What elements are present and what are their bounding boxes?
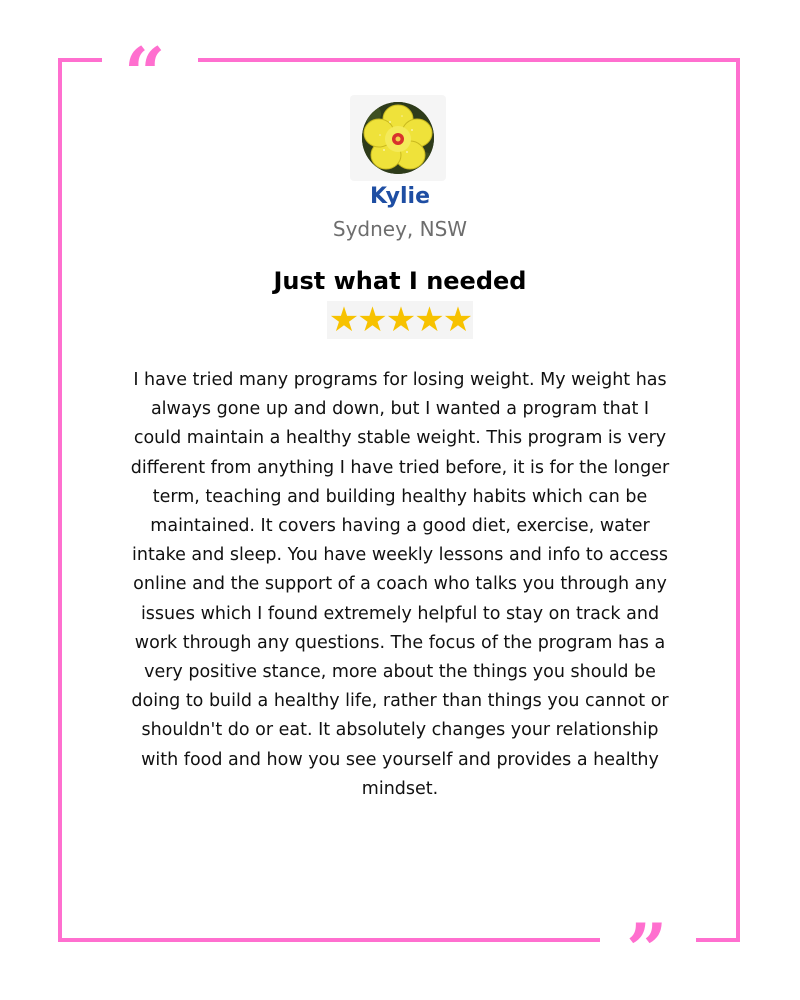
avatar [350,95,446,181]
review-body: I have tried many programs for losing weight. My weight has always gone up and down, but I wanted a program that I could maintain a healthy stable weight. This program is very different from anything I have tried before, it is for the longer term, teaching and building healthy habits which can be maintained. It covers having a good diet, exercise, water intake and sleep. You have weekly lessons and info to access online and the support of a coach who talks you through any issues which I found extremely helpful to stay on track and work through any questions. The focus of the program has a very positive stance, more about the things you should be doing to build a healthy life, rather than things you cannot or shouldn't do or eat. It absolutely changes your relationship with food and how you see yourself and provides a healthy mindset. [130,370,670,799]
star-rating-row [327,301,473,339]
reviewer-name: Kylie [370,184,430,209]
close-quote-icon: ” [626,907,668,992]
frame-border-bottom-right [696,938,740,942]
frame-border-top-right [198,58,740,62]
star-icon: ★ [385,300,415,340]
open-quote-icon: “ [124,31,166,116]
review-title: Just what I needed [273,267,527,295]
star-icon: ★ [328,300,358,340]
reviewer-location: Sydney, NSW [332,217,468,241]
frame-border-bottom-left [58,938,600,942]
hibiscus-flower-icon [362,102,434,174]
star-icon: ★ [414,300,443,340]
frame-border-top-left [58,58,102,62]
star-rating [0,301,800,339]
star-icon: ★ [442,300,472,340]
star-icon: ★ [357,300,386,340]
